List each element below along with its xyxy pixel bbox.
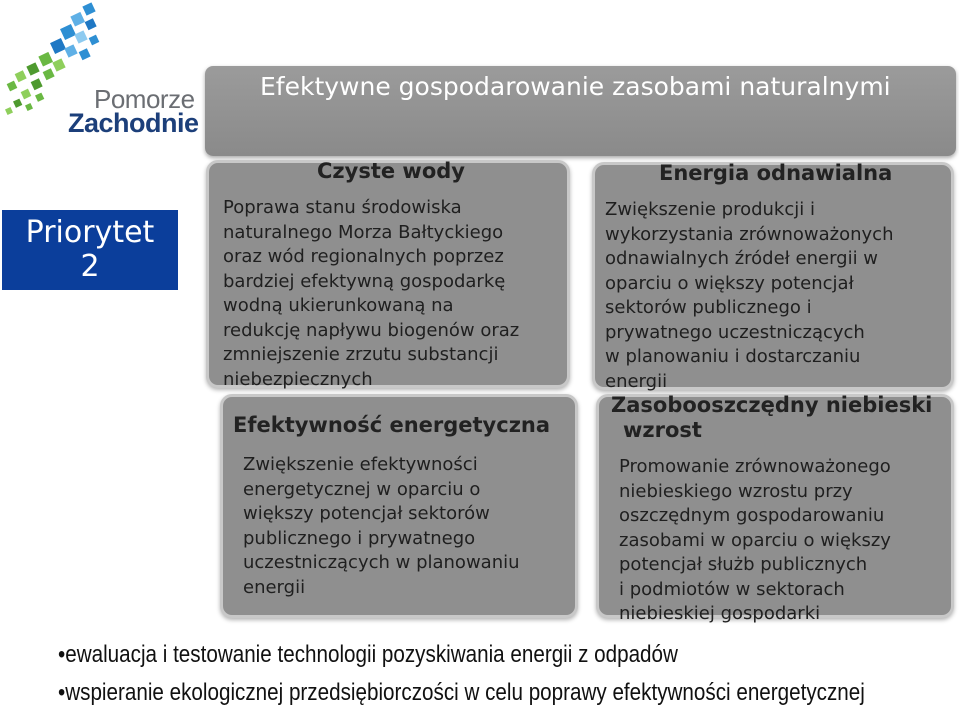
card-body: Poprawa stanu środowiska naturalnego Morza Bałtyckiego oraz wód regionalnych poprzez bardziej efektywną gospodarkę wodną ukierunkowaną na redukcję napływu biogenów oraz zmniejszenie zrzutu substancji niebezpiecznych xyxy=(223,197,520,390)
bullet-item: •wspieranie ekologicznej przedsiębiorczości w celu poprawy efektywności energetycznej xyxy=(58,679,865,706)
card-title: Zasobooszczędny niebieski xyxy=(611,393,933,417)
logo-text-zachodnie: Zachodnie xyxy=(68,108,199,138)
priority-label: Priorytet xyxy=(25,215,155,250)
header-title-bar xyxy=(205,66,956,156)
card-title-line2: wzrost xyxy=(623,418,702,442)
card-title: Efektywność energetyczna xyxy=(233,413,551,437)
card-body: Promowanie zrównoważonego niebieskiego wzrostu przy oszczędnym gospodarowaniu zasobami w oparciu o większy potencjał służb publicznych i podmiotów w sektorach niebieskiej gospodarki xyxy=(619,456,891,624)
logo-text-pomorze: Pomorze xyxy=(94,84,195,114)
card-body: Zwiększenie produkcji i wykorzystania zrównoważonych odnawialnych źródeł energii w oparciu o większy potencjał sektorów publicznego i prywatnego uczestniczących w planowaniu i dostarczaniu energii xyxy=(605,199,894,392)
priority-number: 2 xyxy=(80,249,100,284)
bullet-item: •ewaluacja i testowanie technologii pozyskiwania energii z odpadów xyxy=(58,641,678,668)
card-energia-odnawialna xyxy=(592,162,954,390)
priority-badge xyxy=(2,210,178,290)
pomorze-zachodnie-logo xyxy=(0,0,205,140)
card-zasobooszczedny-wzrost xyxy=(596,393,954,624)
card-title: Czyste wody xyxy=(317,159,465,183)
card-czyste-wody xyxy=(206,160,570,388)
card-body: Zwiększenie efektywności energetycznej w oparciu o większy potencjał sektorów publicznego i prywatnego uczestniczących w planowaniu energii xyxy=(243,454,520,598)
card-efektywnosc-energetyczna xyxy=(220,394,578,618)
bullet-list xyxy=(58,636,865,712)
card-title: Energia odnawialna xyxy=(659,161,893,185)
page-title: Efektywne gospodarowanie zasobami naturalnymi xyxy=(260,72,891,101)
